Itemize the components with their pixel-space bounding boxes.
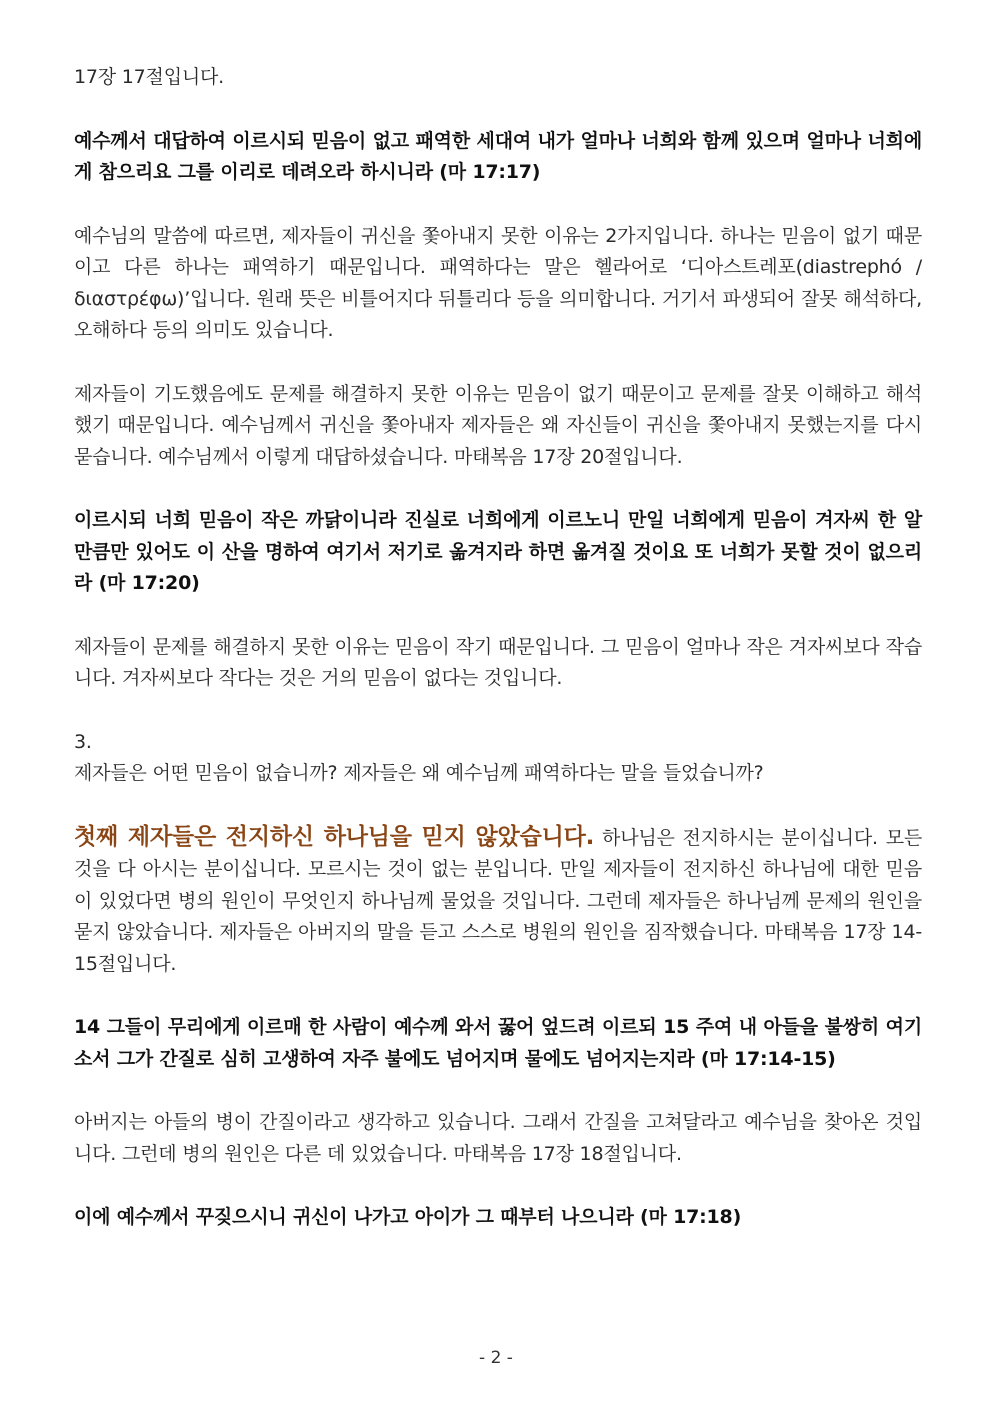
scripture-quote-17-18: 이에 예수께서 꾸짖으시니 귀신이 나가고 아이가 그 때부터 나으니라 (마 17:18) [74, 1206, 742, 1228]
scripture-quote-17-17: 예수께서 대답하여 이르시되 믿음이 없고 패역한 세대여 내가 얼마나 너희와 함께 있으며 얼마나 너희에게 참으리요 그를 이리로 데려오라 하시니라 (마 17:17) [74, 129, 922, 183]
first-point-body: 하나님은 전지하시는 분이십니다. 모든 것을 다 아시는 분이십니다. 모르시는 것이 없는 분입니다. 만일 제자들이 전지하신 하나님에 대한 믿음이 있었다면 병의 원인이 무엇인지 하나님께 물었을 것입니다. 그런데 제자들은 하나님께 문제의 원인을 묻지 않았습니다. 제자들은 아버지의 말을 듣고 스스로 병원의 원인을 짐작했습니다. 마태복음 17장 14-15절입니다. [74, 826, 923, 975]
paragraph-small-faith: 제자들이 문제를 해결하지 못한 이유는 믿음이 작기 때문입니다. 그 믿음이 얼마나 작은 겨자씨보다 작습니다. 겨자씨보다 작다는 것은 거의 믿음이 없다는 것입니다. [74, 635, 922, 689]
section-number: 3. [74, 730, 92, 753]
page-number: - 2 - [479, 1348, 513, 1368]
first-point-heading: 첫째 제자들은 전지하신 하나님을 믿지 않았습니다. [74, 823, 595, 850]
paragraph-explanation: 예수님의 말씀에 따르면, 제자들이 귀신을 쫓아내지 못한 이유는 2가지입니다. 하나는 믿음이 없기 때문이고 다른 하나는 패역하기 때문입니다. 패역하다는 말은 헬라어로 ‘디아스트레포(diastrephó / διαστρέφω)’입니다. 원래 뜻은 비틀어지다 뒤틀리다 등을 의미합니다. 거기서 파생되어 잘못 해석하다, 오해하다 등의 의미도 있습니다. [74, 224, 922, 341]
paragraph-disciples-prayer: 제자들이 기도했음에도 문제를 해결하지 못한 이유는 믿음이 없기 때문이고 문제를 잘못 이해하고 해석했기 때문입니다. 예수님께서 귀신을 쫓아내자 제자들은 왜 자신들이 귀신을 쫓아내지 못했는지를 다시 묻습니다. 예수님께서 이렇게 대답하셨습니다. 마태복음 17장 20절입니다. [74, 382, 922, 468]
section-question: 제자들은 어떤 믿음이 없습니까? 제자들은 왜 예수님께 패역하다는 말을 들었습니까? [74, 762, 764, 784]
document-page [74, 62, 922, 1266]
paragraph-first-point [74, 822, 922, 981]
paragraph-father-epilepsy: 아버지는 아들의 병이 간질이라고 생각하고 있습니다. 그래서 간질을 고쳐달라고 예수님을 찾아온 것입니다. 그런데 병의 원인은 다른 데 있었습니다. 마태복음 17장 18절입니다. [74, 1111, 922, 1165]
scripture-quote-17-14-15: 14 그들이 무리에게 이르매 한 사람이 예수께 와서 꿇어 엎드려 이르되 15 주여 내 아들을 불쌍히 여기소서 그가 간질로 심히 고생하여 자주 불에도 넘어지며 물에도 넘어지는지라 (마 17:14-15) [74, 1016, 922, 1070]
scripture-quote-17-20: 이르시되 너희 믿음이 작은 까닭이니라 진실로 너희에게 이르노니 만일 너희에게 믿음이 겨자씨 한 알 만큼만 있어도 이 산을 명하여 여기서 저기로 옮겨지라 하면 옮겨질 것이요 또 너희가 못할 것이 없으리라 (마 17:20) [74, 509, 922, 594]
paragraph-intro: 17장 17절입니다. [74, 66, 225, 88]
